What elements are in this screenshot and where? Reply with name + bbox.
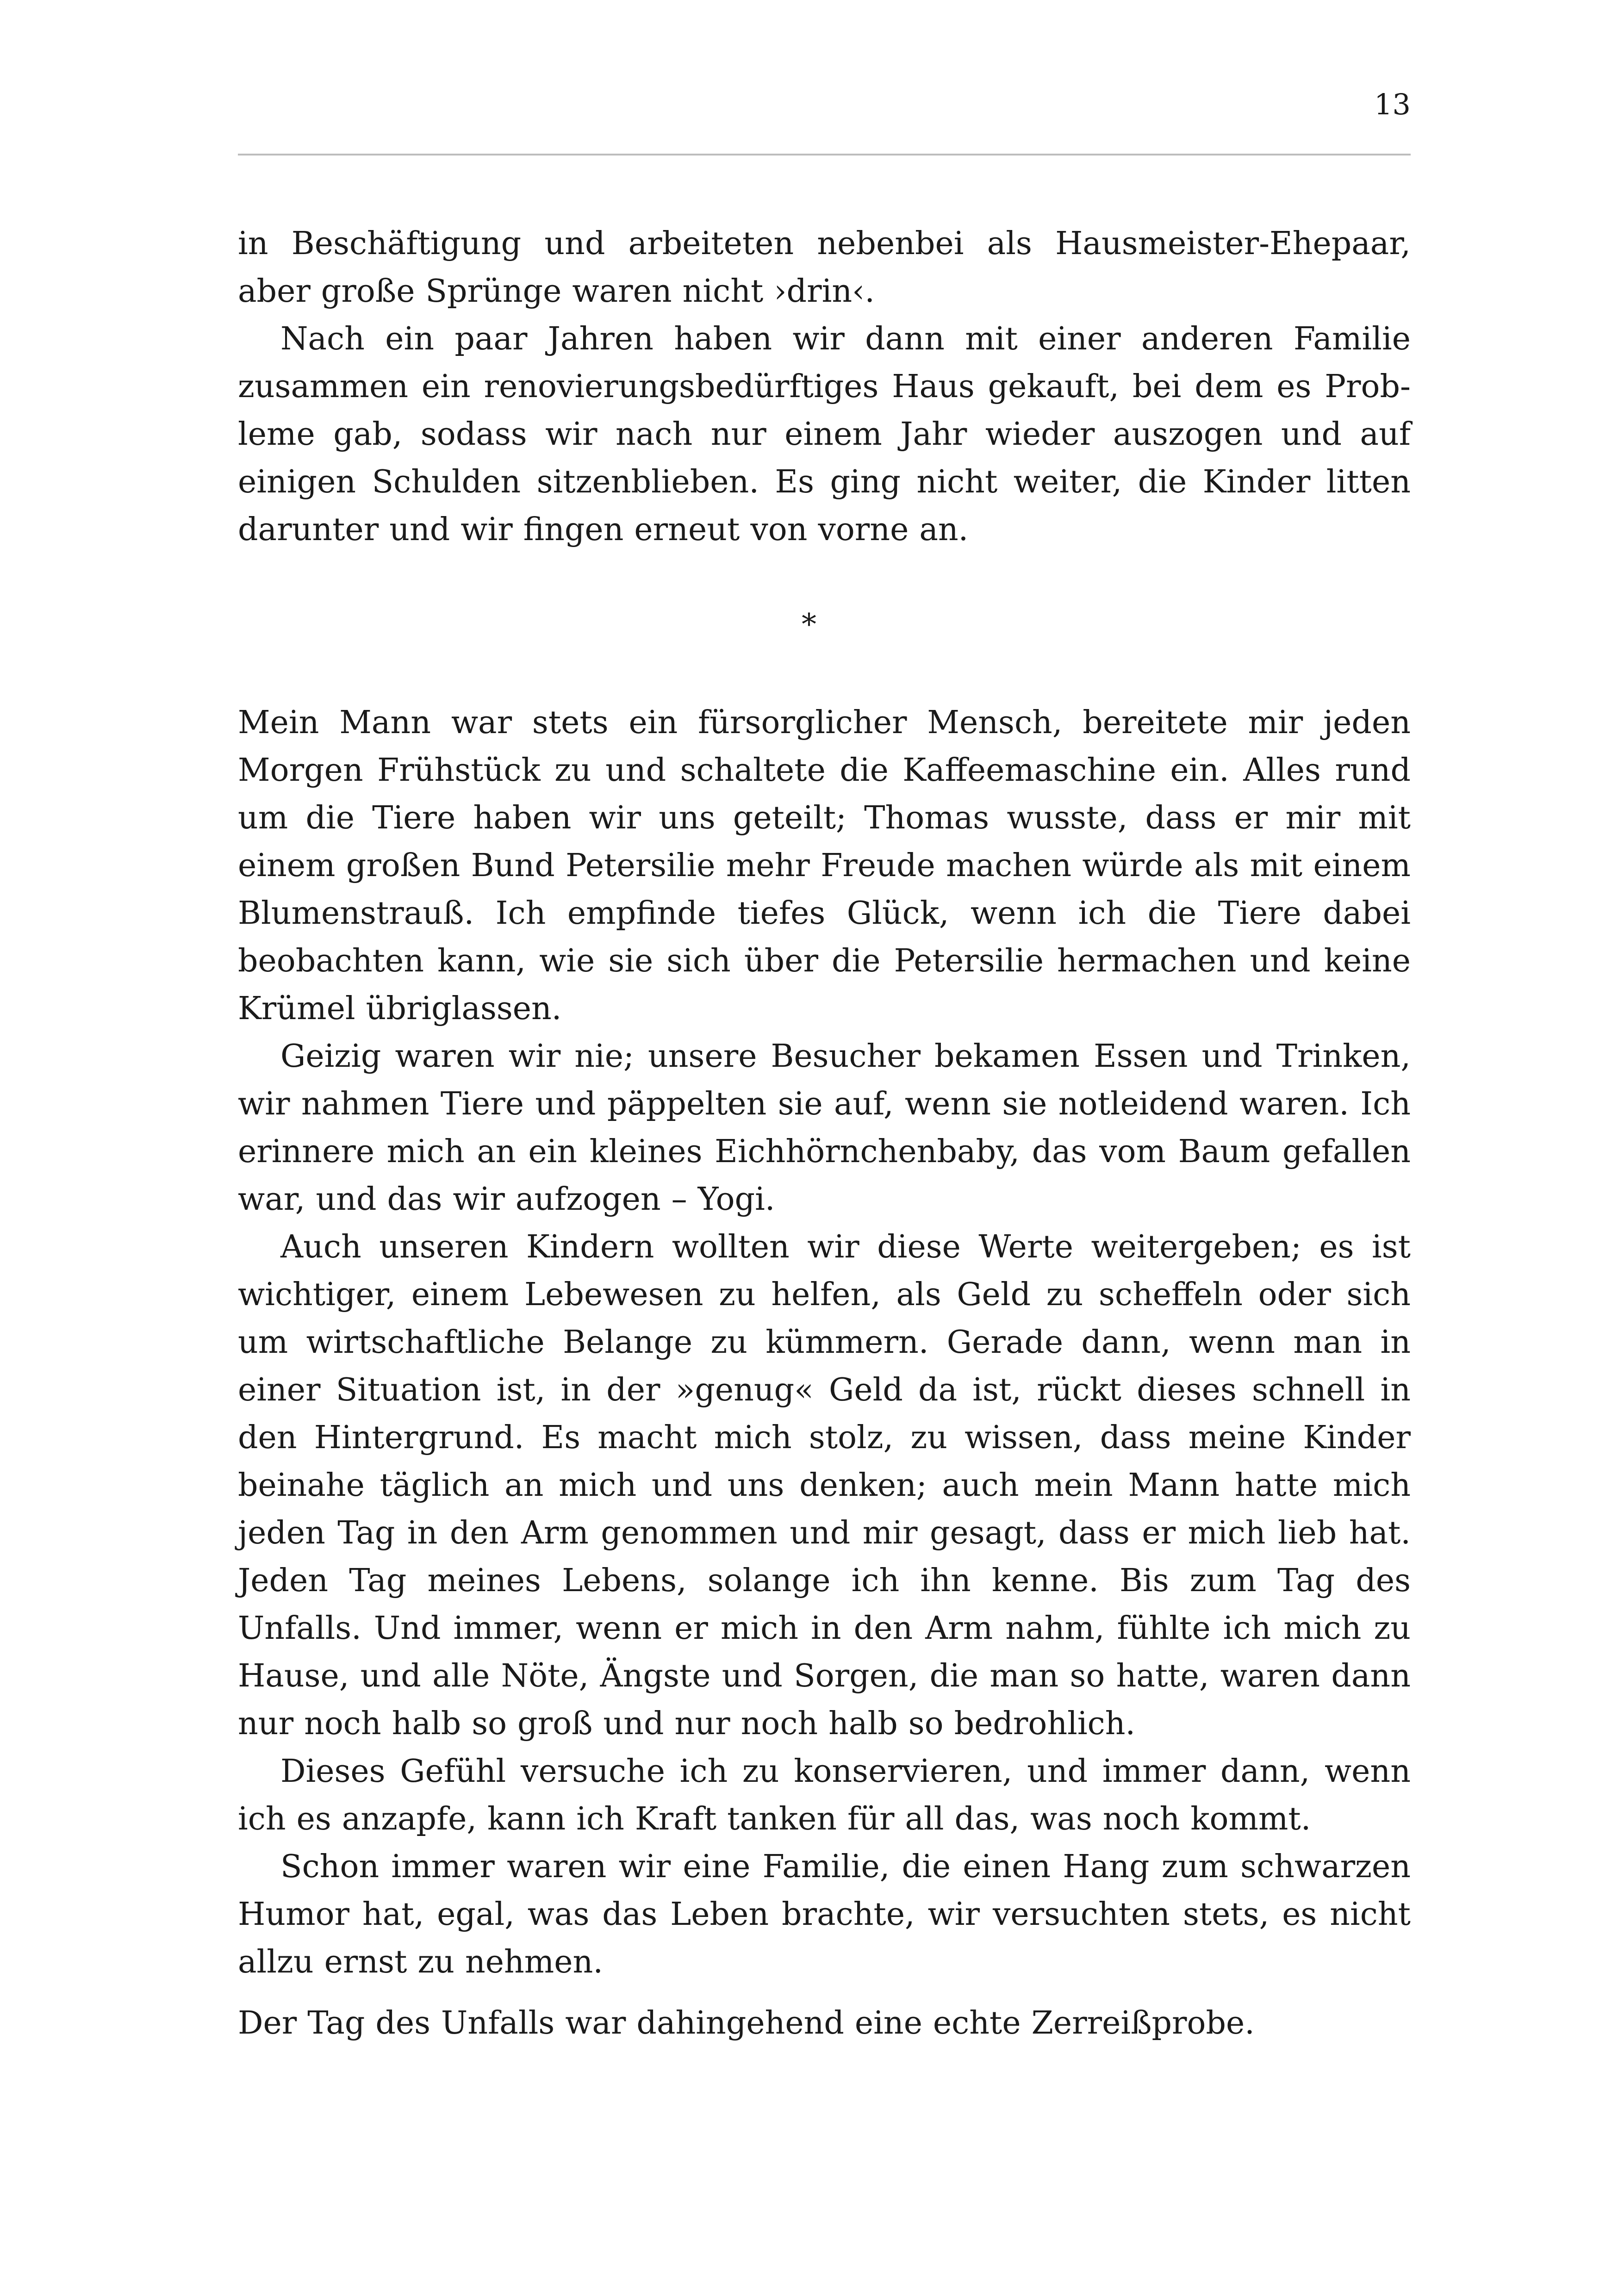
paragraph: Nach ein paar Jahren haben wir dann mit einer anderen Familie zusammen ein renovierungsbedürftiges Haus gekauft, bei dem es Probleme gab, sodass wir nach nur einem Jahr wieder auszogen und auf einigen Schulden sitzenblieben. Es ging nicht weiter, die Kinder litten darunter und wir fingen erneut von vorne an. — [238, 321, 1411, 548]
paragraph: Geizig waren wir nie; unsere Besucher bekamen Essen und Trinken, wir nahmen Tiere und päppelten sie auf, wenn sie notleidend waren. Ich erinnere mich an ein kleines Eichhörnchenbaby, das vom Baum gefallen war, und das wir aufzogen – Yogi. — [238, 1038, 1411, 1218]
section-separator: * — [802, 608, 816, 642]
page-number: 13 — [1374, 87, 1411, 121]
text-block-bottom — [238, 1999, 1411, 2047]
paragraph: Auch unseren Kindern wollten wir diese Werte weitergeben; es ist wichtiger, einem Lebewesen zu helfen, als Geld zu scheffeln oder sich um wirtschaftliche Belange zu kümmern. Gerade dann, wenn man in einer Situation ist, in der »genug« Geld da ist, rückt dieses schnell in den Hintergrund. Es macht mich stolz, zu wissen, dass meine Kinder beinahe täglich an mich und uns denken; auch mein Mann hatte mich jeden Tag in den Arm genommen und mir gesagt, dass er mich lieb hat. Jeden Tag meines Lebens, solange ich ihn kenne. Bis zum Tag des Unfalls. Und immer, wenn er mich in den Arm nahm, fühlte ich mich zu Hause, und alle Nöte, Ängste und Sorgen, die man so hatte, waren dann nur noch halb so groß und nur noch halb so bedrohlich. — [238, 1229, 1411, 1742]
paragraph: Der Tag des Unfalls war dahingehend eine echte Zerreißprobe. — [238, 2005, 1255, 2041]
text-block-top — [238, 220, 1411, 554]
paragraph: Schon immer waren wir eine Familie, die einen Hang zum schwarzen Humor hat, egal, was das Leben brachte, wir versuchten stets, es nicht allzu ernst zu nehmen. — [238, 1848, 1411, 1980]
paragraph: Dieses Gefühl versuche ich zu konservieren, und immer dann, wenn ich es anzapfe, kann ich Kraft tanken für all das, was noch kommt. — [238, 1753, 1411, 1837]
text-block-main — [238, 699, 1411, 1986]
header-divider — [238, 154, 1411, 156]
paragraph: in Beschäftigung und arbeiteten nebenbei als Hausmeister-Ehepaar, aber große Sprünge waren nicht ›drin‹. — [238, 225, 1411, 310]
paragraph: Mein Mann war stets ein fürsorglicher Mensch, bereitete mir jeden Morgen Frühstück zu und schaltete die Kaffeemaschine ein. Alles rund um die Tiere haben wir uns geteilt; Thomas wusste, dass er mir mit einem großen Bund Petersilie mehr Freude machen würde als mit einem Blumenstrauß. Ich empfinde tiefes Glück, wenn ich die Tiere dabei beobachten kann, wie sie sich über die Petersilie hermachen und keine Krümel übriglassen. — [238, 704, 1411, 1027]
